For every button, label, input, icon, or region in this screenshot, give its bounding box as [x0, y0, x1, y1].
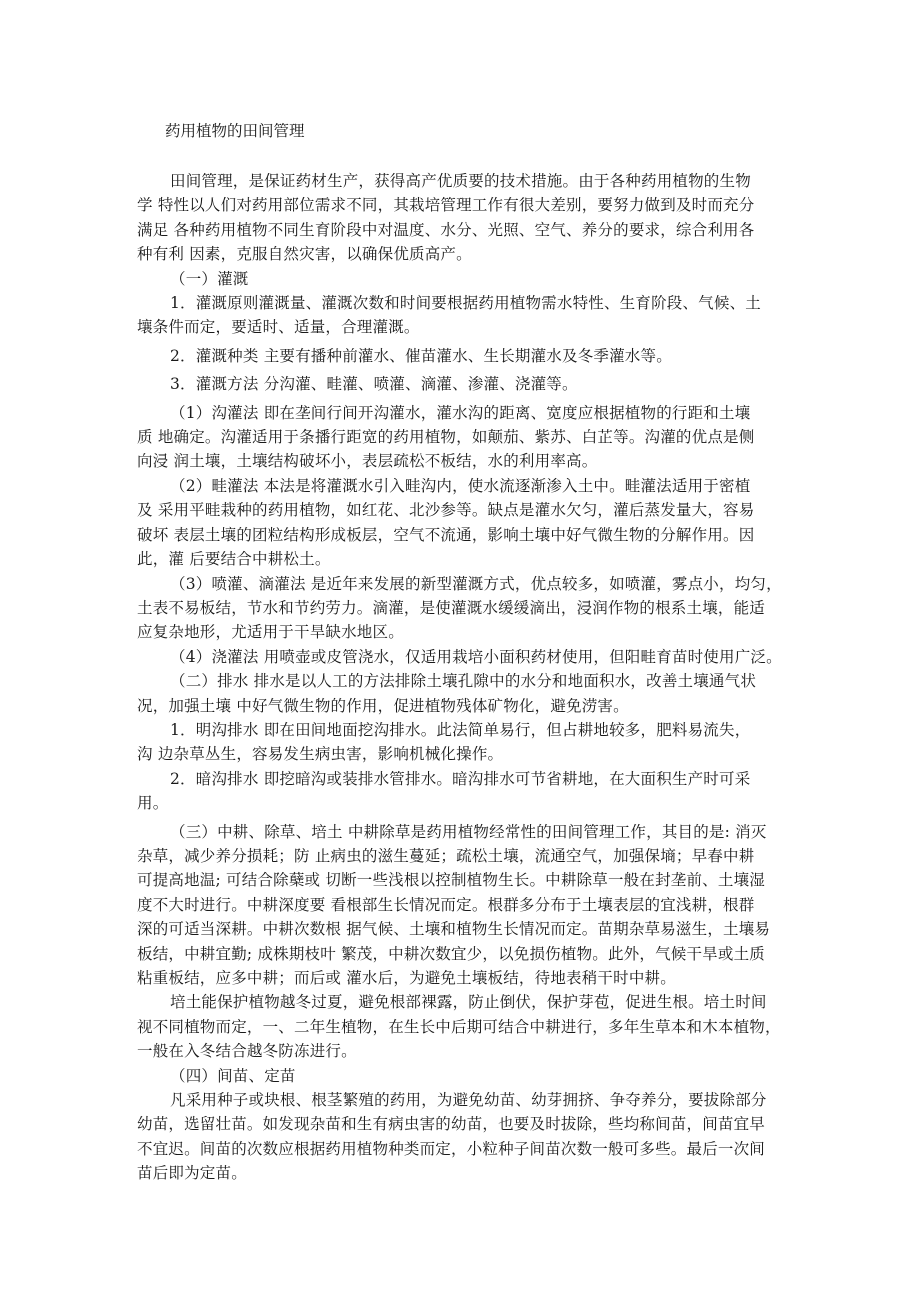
- text-line: 况，加强土壤 中好气微生物的作用，促进植物残体矿物化，避免涝害。: [137, 696, 629, 715]
- text-line: 满足 各种药用植物不同生育阶段中对温度、水分、光照、空气、养分的要求，综合利用各: [137, 220, 755, 239]
- text-line: （三）中耕、除草、培土 中耕除草是药用植物经常性的田间管理工作，其目的是: 消灭: [170, 822, 767, 841]
- text-line: 培土能保护植物越冬过夏，避免根部裸露，防止倒伏，保护芽苞，促进生根。培土时间: [170, 993, 767, 1012]
- paragraph: [137, 1064, 817, 1088]
- paragraph: [137, 820, 817, 991]
- text-line: （1）沟灌法 即在垄间行间开沟灌水，灌水沟的距离、宽度应根据植物的行距和土壤: [170, 403, 751, 422]
- text-line: 1．明沟排水 即在田间地面挖沟排水。此法简单易行，但占耕地较多，肥料易流失，: [170, 720, 751, 739]
- text-line: 不宜迟。间苗的次数应根据药用植物种类而定，小粒种子间苗次数一般可多些。最后一次间: [137, 1139, 766, 1158]
- document-page: [137, 119, 817, 1186]
- paragraph: [137, 401, 817, 474]
- paragraph: [137, 767, 817, 816]
- text-line: 深的可适当深耕。中耕次数根 据气候、土壤和植物生长情况而定。苗期杂草易滋生，土壤易: [137, 920, 771, 939]
- text-line: 2．灌溉种类 主要有播种前灌水、催苗灌水、生长期灌水及冬季灌水等。: [170, 346, 672, 365]
- text-line: 视不同植物而定，一、二年生植物，在生长中后期可结合中耕进行，多年生草本和木本植物，: [137, 1017, 781, 1036]
- paragraph: [137, 1088, 817, 1186]
- text-line: 田间管理，是保证药材生产，获得高产优质要的技术措施。由于各种药用植物的生物: [170, 172, 751, 190]
- text-line: 杂草，减少养分损耗；防 止病虫的滋生蔓延；疏松土壤，流通空气，加强保墒；早春中耕: [137, 846, 755, 865]
- text-line: 壤条件而定，要适时、适量，合理灌溉。: [137, 318, 420, 337]
- text-line: 粘重板结，应多中耕；而后或 灌水后，为避免土壤板结，待地表稍干时中耕。: [137, 969, 676, 987]
- text-line: （4）浇灌法 用喷壶或皮管浇水，仅适用栽培小面积药材使用，但阳畦育苗时使用广泛。: [170, 647, 782, 666]
- text-line: 应复杂地形，尤适用于干旱缺水地区。: [137, 623, 404, 642]
- paragraph: [137, 990, 817, 1063]
- paragraph: [137, 572, 817, 645]
- text-line: 一般在入冬结合越冬防冻进行。: [137, 1042, 357, 1061]
- text-line: 质 地确定。沟灌适用于条播行距宽的药用植物，如颠茄、紫苏、白芷等。沟灌的优点是侧: [137, 428, 755, 447]
- text-line: 种有利 因素，克服自然灾害，以确保优质高产。: [137, 245, 472, 264]
- text-line: 可提高地温; 可结合除蘖或 切断一些浅根以控制植物生长。中耕除草一般在封垄前、土壤湿: [137, 871, 765, 890]
- text-line: 凡采用种子或块根、根茎繁殖的药用，为避免幼苗、幼芽拥挤、争夺养分，要拔除部分: [170, 1091, 767, 1110]
- text-line: 破坏 表层土壤的团粒结构形成板层，空气不流通，影响土壤中好气微生物的分解作用。因: [137, 525, 755, 544]
- paragraph: [137, 169, 817, 267]
- text-line: 土表不易板结，节水和节约劳力。滴灌，是使灌溉水缓缓滴出，浸润作物的根系土壤，能适: [137, 598, 766, 617]
- text-line: 苗后即为定苗。: [137, 1164, 247, 1183]
- text-line: 度不大时进行。中耕深度要 看根部生长情况而定。根群多分布于土壤表层的宜浅耕，根群: [137, 895, 755, 914]
- text-line: （2）畦灌法 本法是将灌溉水引入畦沟内，使水流逐渐渗入土中。畦灌法适用于密植: [170, 476, 751, 495]
- text-line: 2．暗沟排水 即挖暗沟或装排水管排水。暗沟排水可节省耕地，在大面积生产时可采: [170, 769, 751, 788]
- paragraph: [137, 267, 817, 291]
- text-line: 幼苗，选留壮苗。如发现杂苗和生有病虫害的幼苗，也要及时拔除，些均称间苗，间苗宜早: [137, 1115, 766, 1134]
- text-line: （二）排水 排水是以人工的方法排除土壤孔隙中的水分和地面积水，改善土壤通气状: [170, 672, 757, 691]
- text-line: 用。: [137, 794, 169, 813]
- text-line: 1．灌溉原则灌溉量、灌溉次数和时间要根据药用植物需水特性、生育阶段、气候、土: [170, 294, 761, 313]
- paragraph: [137, 718, 817, 767]
- text-line: 及 采用平畦栽种的药用植物，如红花、北沙参等。缺点是灌水欠匀，灌后蒸发量大，容易: [137, 501, 755, 520]
- text-line: （3）喷灌、滴灌法 是近年来发展的新型灌溉方式，优点较多，如喷灌，雾点小，均匀，: [170, 574, 782, 593]
- text-line: 此，灌 后要结合中耕松土。: [137, 550, 331, 569]
- text-line: 沟 边杂草丛生，容易发生病虫害，影响机械化操作。: [137, 745, 504, 764]
- text-line: （一）灌溉: [170, 269, 249, 288]
- paragraph: [137, 669, 817, 718]
- paragraph: [137, 291, 817, 340]
- text-line: 学 特性以人们对药用部位需求不同，其栽培管理工作有很大差别，要努力做到及时而充分: [137, 196, 755, 215]
- paragraph: [137, 344, 817, 368]
- document-title: 药用植物的田间管理: [165, 122, 305, 140]
- text-line: 板结，中耕宜勤; 成株期枝叶 繁茂，中耕次数宜少，以免损伤植物。此外，气候干旱或土质: [137, 944, 765, 963]
- paragraph: [137, 372, 817, 396]
- paragraph: [137, 645, 817, 669]
- text-line: 向浸 润土壤，土壤结构破坏小，表层疏松不板结，水的利用率高。: [137, 452, 598, 471]
- text-line: （四）间苗、定苗: [170, 1066, 296, 1085]
- document-body: [137, 169, 817, 1186]
- paragraph: [137, 474, 817, 572]
- text-line: 3．灌溉方法 分沟灌、畦灌、喷灌、滴灌、渗灌、浇灌等。: [170, 375, 578, 394]
